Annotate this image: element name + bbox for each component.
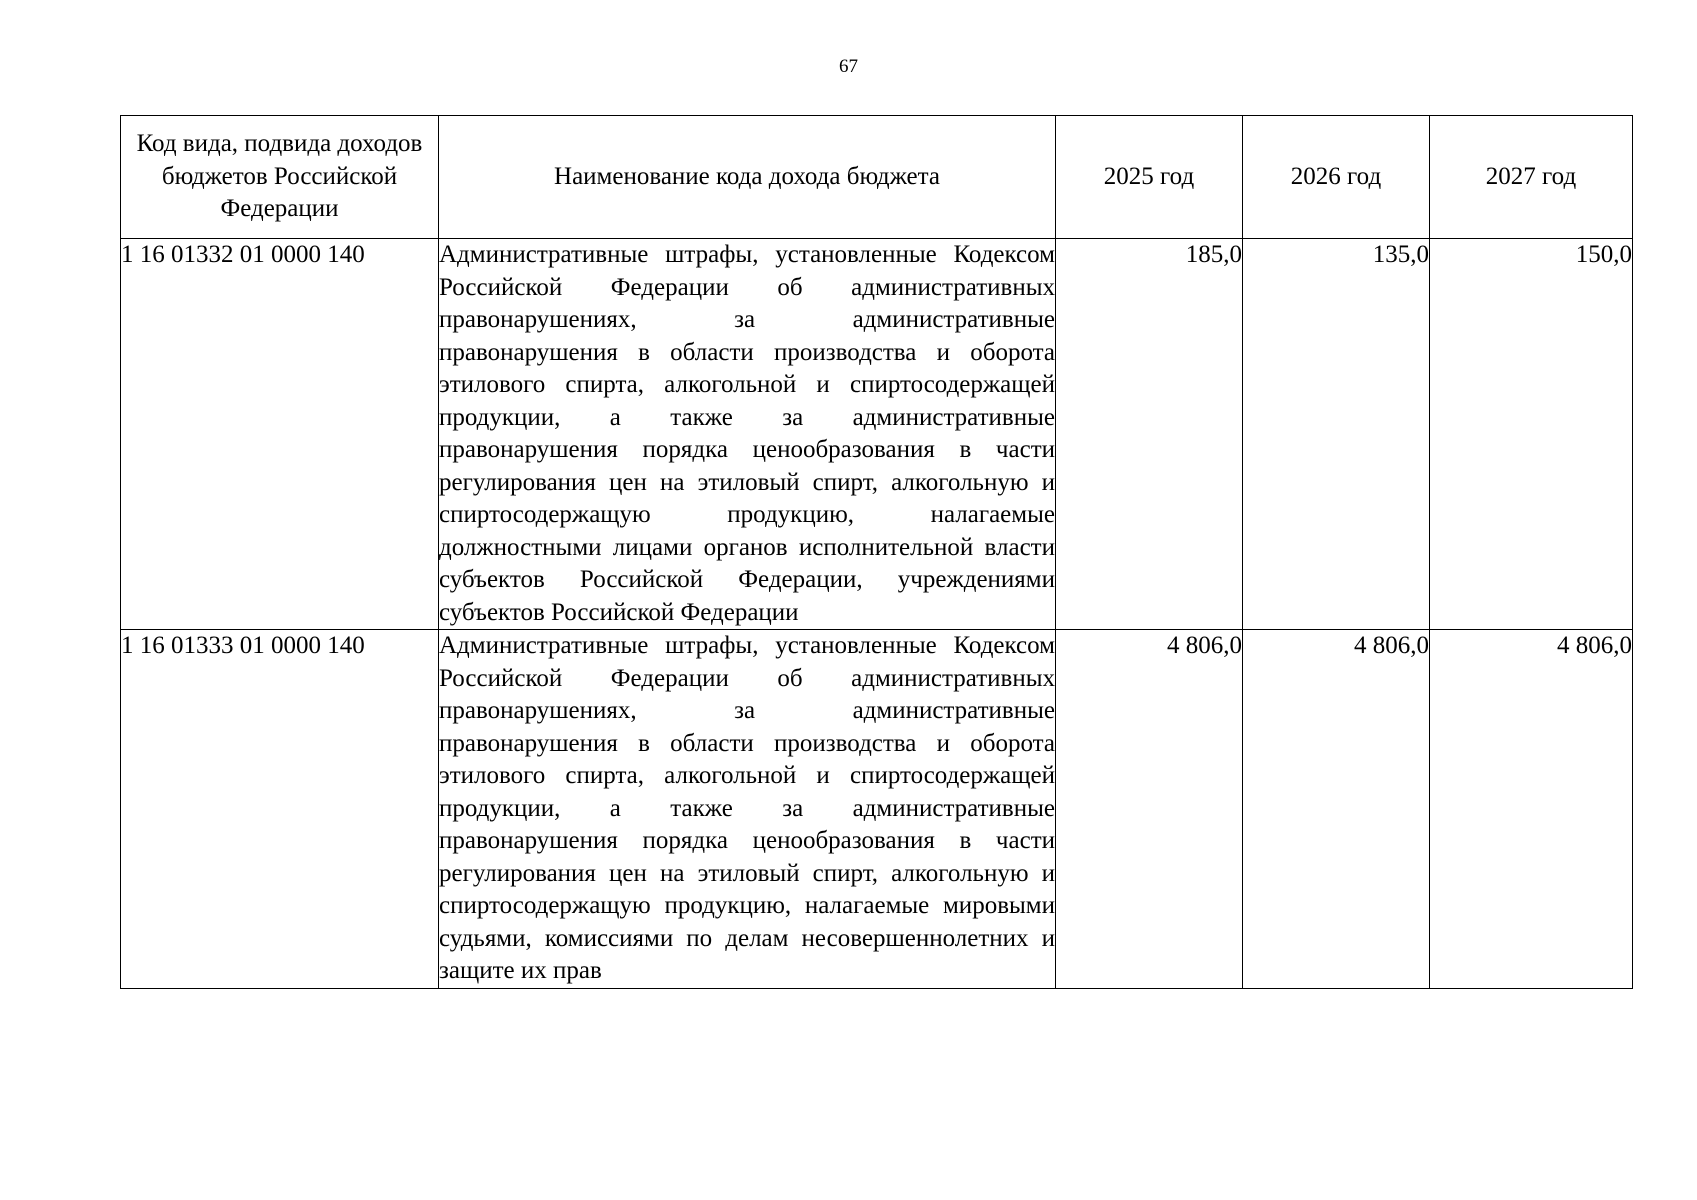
cell-amount-2026: 135,0 — [1243, 239, 1430, 630]
cell-code: 1 16 01332 01 0000 140 — [121, 239, 439, 630]
cell-amount-2026: 4 806,0 — [1243, 630, 1430, 989]
header-year-2026: 2026 год — [1243, 116, 1430, 239]
header-year-2025: 2025 год — [1056, 116, 1243, 239]
table-row — [121, 630, 1633, 989]
cell-code: 1 16 01333 01 0000 140 — [121, 630, 439, 989]
cell-amount-2027: 150,0 — [1430, 239, 1633, 630]
cell-amount-2025: 185,0 — [1056, 239, 1243, 630]
cell-name: Административные штрафы, установленные Кодексом Российской Федерации об административных правонарушениях, за административные правонарушения в области производства и оборота этилового спирта, алкогольной и спиртосодержащей продукции, а также за административные правонарушения порядка ценообразования в части регулирования цен на этиловый спирт, алкогольную и спиртосодержащую продукцию, налагаемые мировыми судьями, комиссиями по делам несовершеннолетних и защите их прав — [439, 630, 1056, 989]
header-row — [121, 116, 1633, 239]
cell-name: Административные штрафы, установленные Кодексом Российской Федерации об административных правонарушениях, за административные правонарушения в области производства и оборота этилового спирта, алкогольной и спиртосодержащей продукции, а также за административные правонарушения порядка ценообразования в части регулирования цен на этиловый спирт, алкогольную и спиртосодержащую продукцию, налагаемые должностными лицами органов исполнительной власти субъектов Российской Федерации, учреждениями субъектов Российской Федерации — [439, 239, 1056, 630]
page-number: 67 — [839, 56, 858, 77]
cell-amount-2025: 4 806,0 — [1056, 630, 1243, 989]
table-row — [121, 239, 1633, 630]
header-code: Код вида, подвида доходов бюджетов Российской Федерации — [121, 116, 439, 239]
cell-amount-2027: 4 806,0 — [1430, 630, 1633, 989]
table-body — [121, 239, 1633, 989]
table-header — [121, 116, 1633, 239]
budget-revenue-table — [120, 115, 1633, 989]
header-year-2027: 2027 год — [1430, 116, 1633, 239]
header-name: Наименование кода дохода бюджета — [439, 116, 1056, 239]
